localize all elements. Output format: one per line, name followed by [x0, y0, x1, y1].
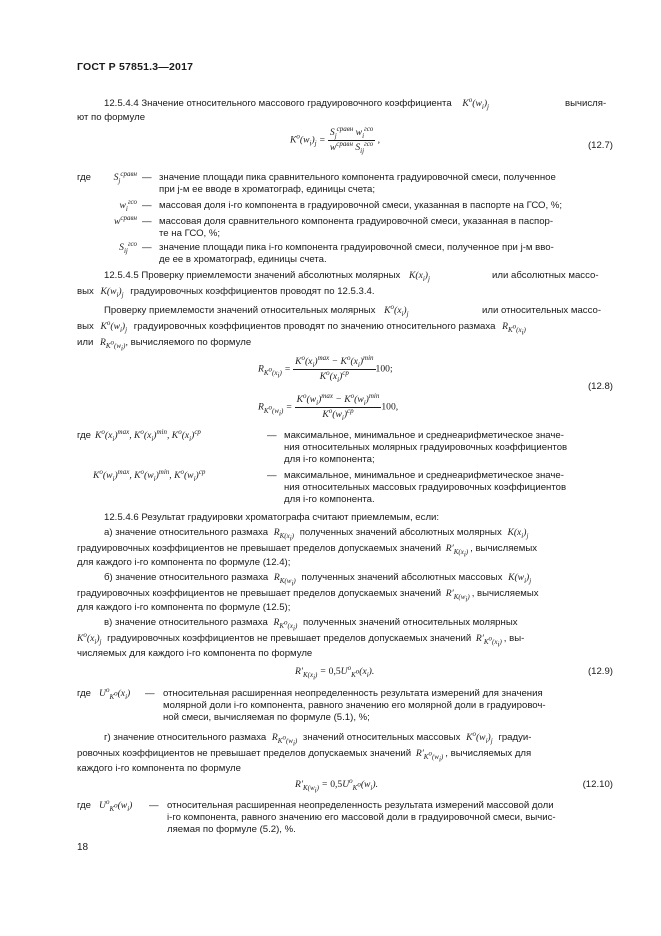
para-12545-p2-tail: или относительных массо-: [482, 305, 602, 316]
item-g-line3: каждого i-го компонента по формуле: [77, 763, 241, 774]
item-v-line2: $K^o(x_i)_j$ градуировочных коэффициентов не превышает пределов допускаемых значений $R'_{K^o(x_i)}$ , вы-: [77, 630, 525, 649]
page-number: 18: [77, 842, 89, 853]
equation-12-7: $K^o(w_i)_j$ = $\frac{S_j^{сравн} w_i^{гсо}}{w^{сравн} S_{ij}^{гсо}}$ ,: [290, 124, 380, 155]
equation-number: (12.8): [587, 381, 613, 392]
para-12544-line2: ют по формуле: [77, 112, 146, 123]
equation-12-9: $R'_{K(x_i)} = 0,5U^o_{K^o}(x_i)$.: [295, 663, 375, 682]
equation-number: (12.10): [582, 779, 613, 790]
formula-inline: $K^o(w_i)_j$: [462, 95, 489, 111]
para-12545-p2-line1: Проверку приемлемости значений относительных молярных $K^o(x_i)_j$: [104, 302, 409, 318]
item-b-line3: для каждого i-го компонента по формуле (12.5);: [77, 602, 291, 613]
equation-12-10: $R'_{K(w_i)} = 0,5U^o_{K^o}(w_i)$.: [295, 776, 378, 795]
para-12544-line1: 12.5.4.4 Значение относительного массового градуировочного коэффициента $K^o(w_i)_j$: [104, 95, 489, 111]
para-12546-intro: 12.5.4.6 Результат градуировки хроматографа считают приемлемым, если:: [104, 512, 440, 523]
item-b-line2: градуировочных коэффициентов не превышает пределов допускаемых значений $R'_{K(w_i)}$ , вычисляемых: [77, 588, 539, 604]
para-12545-line2: вых $K(w_i)_j$ градуировочных коэффициентов проводят по 12.5.3.4.: [77, 286, 375, 299]
equation-number: (12.9): [587, 666, 613, 677]
equation-12-8a: $R_{K^o(x_i)}$ = $\frac{K^o(x_i)^{max} - K^o(x_i)^{min}}{K^o(x_i)^{ср}}$ 100;: [258, 353, 393, 384]
item-v-line3: числяемых для каждого i-го компонента по формуле: [77, 648, 313, 659]
item-v-line1: в) значение относительного размаха $R_{K^o(x_i)}$ полученных значений относительных молярных: [104, 617, 518, 633]
item-a-line1: а) значение относительного размаха $R_{K(x_i)}$ полученных значений абсолютных молярных $K(x_i)_j$: [104, 527, 529, 543]
equation-number: (12.7): [587, 140, 613, 151]
para-12545-tail: или абсолютных массо-: [492, 270, 599, 281]
para-12545-p2-line2: вых $K^o(w_i)_j$ градуировочных коэффициентов проводят по значению относительного размаха $R_{K^o(x_i)}$: [77, 318, 526, 337]
item-g-line1: г) значение относительного размаха $R_{K^o(w_i)}$ значений относительных массовых $K^o(w_i)_j$ градуи-: [104, 729, 532, 748]
item-a-line3: для каждого i-го компонента по формуле (12.4);: [77, 557, 291, 568]
equation-12-8b: $R_{K^o(w_i)}$ = $\frac{K^o(w_i)^{max} - K^o(w_i)^{min}}{K^o(w_i)^{ср}}$ 100,: [258, 391, 399, 422]
standard-code: ГОСТ Р 57851.3—2017: [77, 61, 194, 73]
para-12545-line1: 12.5.4.5 Проверку приемлемости значений абсолютных молярных $K(x_i)_j$: [104, 270, 430, 283]
para-12544-tail: вычисля-: [565, 98, 607, 109]
item-g-line2: ровочных коэффициентов не превышает пределов допускаемых значений $R'_{K^o(w_i)}$ , вычисляемых для: [77, 748, 532, 764]
item-b-line1: б) значение относительного размаха $R_{K(w_i)}$ полученных значений абсолютных массовых $K(w_i)_j$: [104, 572, 532, 588]
para-12545-p2-line3: или $R_{K^o(w_i)}$, вычисляемого по формуле: [77, 337, 252, 353]
document-page: ГОСТ Р 57851.3—2017 12.5.4.4 Значение относительного массового градуировочного коэффициента $K^o(w_i)_j$ вычисля- ют по формуле $K^o(w_i)_j$ = $\frac{S_j^{сравн} w_i^{гсо}}{w^{сравн} S_{ij}^{гсо}}$ , (12.7) где $S_j^{сравн}$ — значение площади пика сравнительного компонента градуировочной смеси, полученное при j-м ее вводе в хроматограф, единицы счета; $w_i^{гсо}$ — массовая доля i-го компонента в градуировочной смеси, указанная в паспорте на ГСО, %; $w^{сравн}$ — массовая доля сравнительного компонента градуировочной смеси, указанная в паспор- те на ГСО, %; $S_{ij}^{гсо}$ — значение площади пика i-го компонента градуировочной смеси, полученное при j-м вво- де ее в хроматограф, единицы счета. 12.5.4.5 Проверку приемлемости значений абсолютных молярных $K(x_i)_j$ или абсолютных массо- вых $K(w_i)_j$ градуировочных коэффициентов проводят по 12.5.3.4. Проверку приемлемости значений относительных молярных $K^o(x_i)_j$ или относительных массо- вых $K^o(w_i)_j$ градуировочных коэффициентов проводят по значению относительного размаха $R_{K^o(x_i)}$ или $R_{K^o(w_i)}$, вычисляемого по формуле $R_{K^o(x_i)}$ = $\frac{K^o(x_i)^{max} - K^o(x_i)^{min}}{K^o(x_i)^{ср}}$ 100; (12.8) $R_{K^o(w_i)}$ = $\frac{K^o(w_i)^{max} - K^o(w_i)^{min}}{K^o(w_i)^{ср}}$ 100, где $K^o(x_i)^{max}$, $K^o(x_i)^{min}$, $K^o(x_i)^{ср}$ — максимальное, минимальное и среднеарифметическое значе- ния относительных молярных градуировочных коэффициентов для i-го компонента; $K^o(w_i)^{max}$, $K^o(w_i)^{min}$, $K^o(w_i)^{ср}$ — максимальное, минимальное и среднеарифметическое значе- ния относительных массовых градуировочных коэффициентов для i-го компонента. 12.5.4.6 Результат градуировки хроматографа считают приемлемым, если: а) значение относительного размаха $R_{K(x_i)}$ полученных значений абсолютных молярных $K(x_i)_j$ градуировочных коэффициентов не превышает пределов допускаемых значений $R'_{K(x_i)}$ , вычисляемых для каждого i-го компонента по формуле (12.4); б) значение относительного размаха $R_{K(w_i)}$ полученных значений абсолютных массовых $K(w_i)_j$ градуировочных коэффициентов не превышает пределов допускаемых значений $R'_{K(w_i)}$ , вычисляемых для каждого i-го компонента по формуле (12.5); в) значение относительного размаха $R_{K^o(x_i)}$ полученных значений относительных молярных $K^o(x_i)_j$ градуировочных коэффициентов не превышает пределов допускаемых значений $R'_{K^o(x_i)}$ , вы- числяемых для каждого i-го компонента по формуле $R'_{K(x_i)} = 0,5U^o_{K^o}(x_i)$. (12.9) где $U^o_{K^o}(x_i)$ — относительная расширенная неопределенность результата измерений для значения молярной доли i-го компонента, равного значению его молярной доли в градуировоч- ной смеси, вычисляемая по формуле (5.1), %; г) значение относительного размаха $R_{K^o(w_i)}$ значений относительных массовых $K^o(w_i)_j$ градуи- ровочных коэффициентов не превышает пределов допускаемых значений $R'_{K^o(w_i)}$ , вычисляемых для каждого i-го компонента по формуле $R'_{K(w_i)} = 0,5U^o_{K^o}(w_i)$. (12.10) где $U^o_{K^o}(w_i)$ — относительная расширенная неопределенность результата измерений массовой доли i-го компонента, равного значению его массовой доли в градуировочной смеси, вычис- ляемая по формуле (5.2), %. 18: [77, 61, 613, 853]
item-a-line2: градуировочных коэффициентов не превышает пределов допускаемых значений $R'_{K(x_i)}$ , вычисляемых: [77, 543, 538, 559]
